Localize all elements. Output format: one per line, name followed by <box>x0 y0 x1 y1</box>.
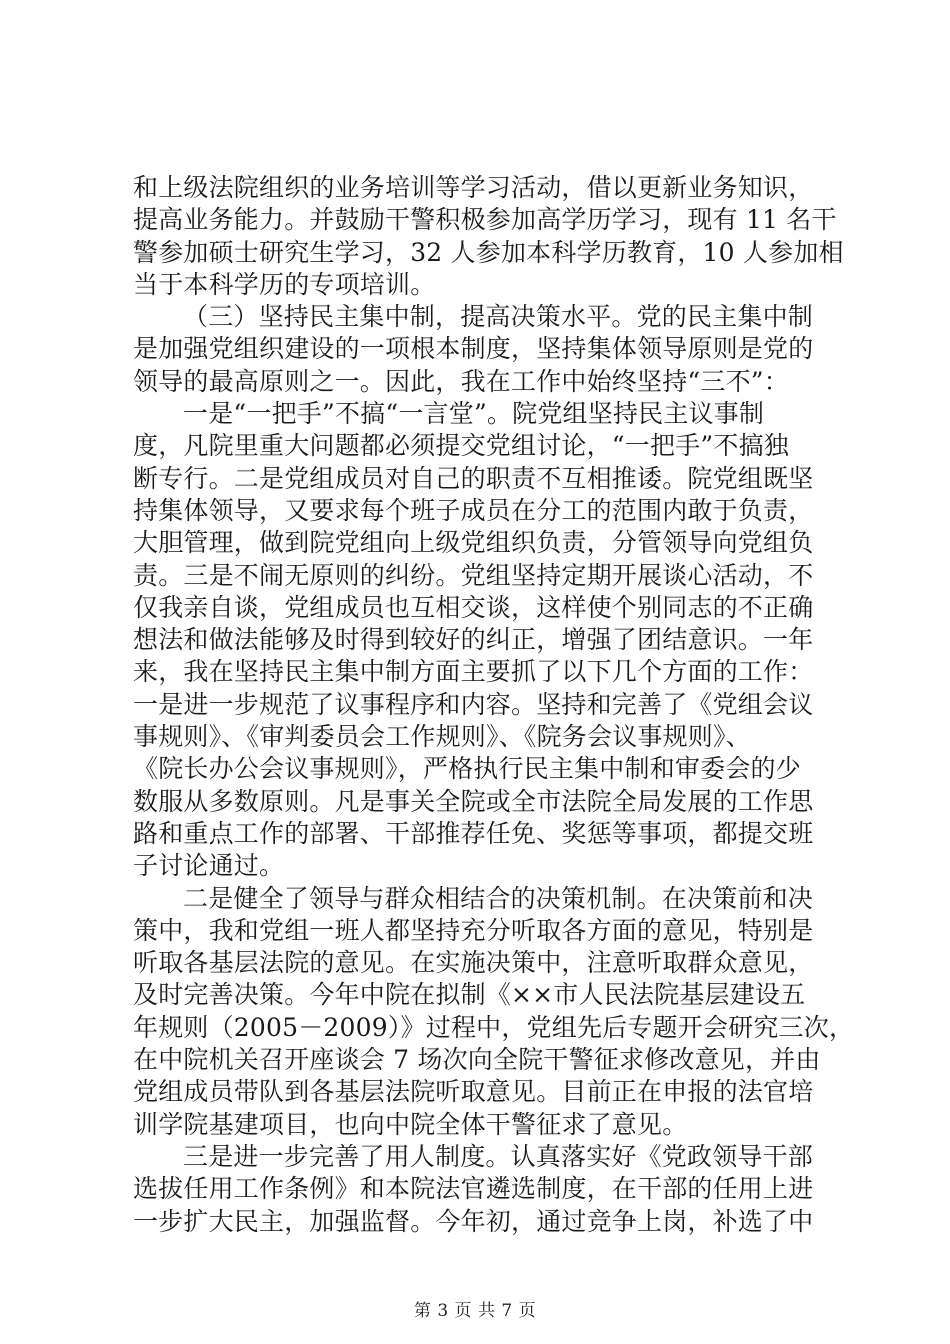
text-line: 一是进一步规范了议事程序和内容。坚持和完善了《党组会议 <box>133 689 814 719</box>
text-line: 警参加硕士研究生学习，32 人参加本科学历教育，10 人参加相 <box>133 237 844 267</box>
text-line: 领导的最高原则之一。因此，我在工作中始终坚持“三不”： <box>133 366 789 396</box>
paragraph-start-line: 三是进一步完善了用人制度。认真落实好《党政领导干部 <box>183 1141 814 1171</box>
text-line: 路和重点工作的部署、干部推荐任免、奖惩等事项，都提交班 <box>133 818 814 848</box>
text-line: 仅我亲自谈，党组成员也互相交谈，这样使个别同志的不正确 <box>133 592 814 622</box>
text-line: 策中，我和党组一班人都坚持充分听取各方面的意见，特别是 <box>133 915 814 945</box>
text-line: 子讨论通过。 <box>133 851 285 881</box>
text-line: 想法和做法能够及时得到较好的纠正，增强了团结意识。一年 <box>133 625 814 655</box>
text-line: 事规则》、《审判委员会工作规则》、《院务会议事规则》、 <box>133 722 751 752</box>
text-line: 在中院机关召开座谈会 7 场次向全院干警征求修改意见，并由 <box>133 1045 821 1075</box>
paragraph-start-line: 二是健全了领导与群众相结合的决策机制。在决策前和决 <box>183 883 814 913</box>
text-line: 当于本科学历的专项培训。 <box>133 269 436 299</box>
text-line: 度，凡院里重大问题都必须提交党组讨论，“一把手”不搞独 <box>133 431 789 461</box>
text-line: 党组成员带队到各基层法院听取意见。目前正在申报的法官培 <box>133 1077 814 1107</box>
text-line: 提高业务能力。并鼓励干警积极参加高学历学习，现有 11 名干 <box>133 205 837 235</box>
text-line: 和上级法院组织的业务培训等学习活动，借以更新业务知识， <box>133 173 814 202</box>
text-line: 《院长办公会议事规则》，严格执行民主集中制和审委会的少 <box>133 754 801 784</box>
text-line: 责。三是不闹无原则的纠纷。党组坚持定期开展谈心活动，不 <box>133 560 814 590</box>
body-text <box>133 172 855 1238</box>
text-line: 是加强党组织建设的一项根本制度，坚持集体领导原则是党的 <box>133 334 814 364</box>
paragraph-start-line: 一是“一把手”不搞“一言堂”。院党组坚持民主议事制 <box>183 399 765 429</box>
text-line: 及时完善决策。今年中院在拟制《××市人民法院基层建设五 <box>133 980 806 1010</box>
text-line: 一步扩大民主，加强监督。今年初，通过竞争上岗，补选了中 <box>133 1206 814 1236</box>
section-heading-line: （三）坚持民主集中制，提高决策水平。党的民主集中制 <box>183 302 814 332</box>
text-line: 数服从多数原则。凡是事关全院或全市法院全局发展的工作思 <box>133 786 814 816</box>
text-line: 持集体领导，又要求每个班子成员在分工的范围内敢于负责， <box>133 495 814 525</box>
page-number-footer: 第 3 页 共 7 页 <box>413 1301 537 1321</box>
text-line: 大胆管理，做到院党组向上级党组织负责，分管领导向党组负 <box>133 528 814 558</box>
text-line: 断专行。二是党组成员对自己的职责不互相推诿。院党组既坚 <box>133 463 814 493</box>
text-line: 选拔任用工作条例》和本院法官遴选制度，在干部的任用上进 <box>133 1174 814 1204</box>
text-line: 训学院基建项目，也向中院全体干警征求了意见。 <box>133 1109 688 1139</box>
text-line: 来，我在坚持民主集中制方面主要抓了以下几个方面的工作： <box>133 657 814 687</box>
text-line: 年规则（2005－2009）》过程中，党组先后专题开会研究三次， <box>133 1012 855 1042</box>
text-line: 听取各基层法院的意见。在实施决策中，注意听取群众意见， <box>133 948 814 978</box>
